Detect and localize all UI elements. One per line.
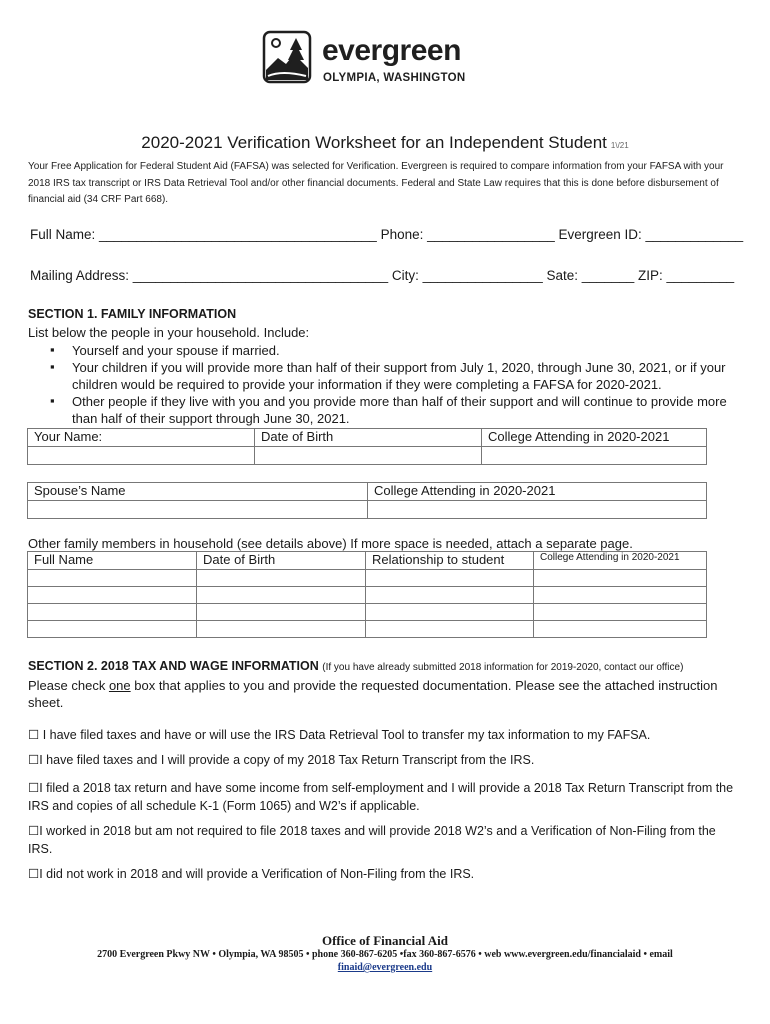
section2-instructions [28, 677, 728, 711]
table-cell[interactable] [28, 621, 197, 638]
option-non-filer-worked [28, 822, 738, 858]
other-members-intro: Other family members in household (see details above) If more space is needed, attach a separate page. [28, 536, 633, 551]
checkbox[interactable]: ☐ [28, 781, 40, 795]
intro-paragraph: Your Free Application for Federal Student Aid (FAFSA) was selected for Verification. Evergreen is required to compare information from your FAFSA with your 2018 IRS tax transcript or IRS Data Retrieval Tool and/or other financial documents. Federal and State Law requires that this is done before disbursement of financial aid (34 CRF Part 668). [28, 161, 724, 205]
table-cell[interactable] [28, 604, 197, 621]
spouse-college-cell[interactable] [368, 501, 707, 519]
checkbox[interactable]: ☐ [28, 824, 40, 838]
household-members-table [27, 551, 707, 638]
name-phone-id-line[interactable]: Full Name: _____________________________________ Phone: _________________ Evergreen ID: _____________ [30, 227, 744, 242]
option-text: I filed a 2018 tax return and have some income from self-employment and I will provide a 2018 Tax Return Transcript from the IRS and copies of all schedule K-1 (Form 1065) and W2’s if applicable. [28, 781, 734, 813]
option-self-employment [28, 779, 738, 815]
title-text: 2020-2021 Verification Worksheet for an Independent Student [141, 133, 607, 152]
bullet-item: Other people if they live with you and you provide more than half of their support and will continue to provide more than half of their support through June 30, 2021. [72, 394, 727, 426]
table-cell[interactable] [28, 587, 197, 604]
checkbox[interactable]: ☐ [28, 867, 40, 881]
section2-title: SECTION 2. 2018 TAX AND WAGE INFORMATION [28, 659, 319, 673]
table-cell[interactable] [366, 570, 534, 587]
bullet-item: Your children if you will provide more than half of their support from July 1, 2020, through June 30, 2021, or if your children would be required to provide your information if they were completing a FAFSA for 2020-2021. [72, 360, 726, 392]
logo-name: evergreen [322, 34, 461, 67]
table-header: Spouse’s Name [28, 483, 368, 501]
table-header: Your Name: [28, 429, 255, 447]
bullet-mark: ▪ [50, 342, 55, 357]
table-header: Full Name [28, 552, 197, 570]
bullet-item: Yourself and your spouse if married. [72, 343, 280, 358]
version-tag: 1\/21 [610, 141, 629, 150]
table-cell[interactable] [197, 570, 366, 587]
section1-title: SECTION 1. FAMILY INFORMATION [28, 307, 237, 321]
your-name-cell[interactable] [28, 447, 255, 465]
address-line[interactable]: Mailing Address: __________________________________ City: ________________ Sate: _______ ZIP: _________ [30, 268, 735, 283]
section1-heading [28, 307, 236, 321]
page-title [0, 133, 770, 153]
option-text: I did not work in 2018 and will provide a Verification of Non-Filing from the IRS. [39, 867, 475, 881]
section2-heading [28, 659, 748, 673]
table-cell[interactable] [534, 604, 707, 621]
instr-post: box that applies to you and provide the requested documentation. Please see the attached instruction sheet. [28, 678, 718, 710]
option-drt [28, 726, 738, 744]
option-did-not-work [28, 865, 738, 883]
checkbox[interactable]: ☐ [28, 728, 40, 742]
table-cell[interactable] [28, 570, 197, 587]
your-dob-cell[interactable] [255, 447, 482, 465]
table-cell[interactable] [366, 587, 534, 604]
spouse-name-cell[interactable] [28, 501, 368, 519]
option-text: I have filed taxes and I will provide a copy of my 2018 Tax Return Transcript from the IRS. [39, 753, 535, 767]
option-transcript [28, 751, 738, 769]
tree-mountain-icon [262, 30, 312, 84]
spouse-info-table [27, 482, 707, 519]
table-header: College Attending in 2020-2021 [482, 429, 707, 447]
table-row [28, 570, 707, 587]
table-cell[interactable] [534, 587, 707, 604]
checkbox[interactable]: ☐ [28, 753, 40, 767]
logo-location: OLYMPIA, WASHINGTON [323, 72, 466, 84]
table-cell[interactable] [534, 570, 707, 587]
your-college-cell[interactable] [482, 447, 707, 465]
table-header: College Attending in 2020-2021 [368, 483, 707, 501]
instr-pre: Please check [28, 678, 109, 693]
table-header: Relationship to student [366, 552, 534, 570]
table-cell[interactable] [197, 604, 366, 621]
footer-address: 2700 Evergreen Pkwy NW • Olympia, WA 98505 • phone 360-867-6205 •fax 360-867-6576 • web www.evergreen.edu/financialaid • email [97, 949, 673, 960]
table-header: Date of Birth [255, 429, 482, 447]
section2-note: (If you have already submitted 2018 information for 2019-2020, contact our office) [322, 662, 684, 673]
footer-email-link[interactable]: finaid@evergreen.edu [337, 962, 433, 973]
table-header: College Attending in 2020-2021 [534, 552, 707, 570]
section1-lead: List below the people in your household. Include: [28, 325, 310, 340]
table-cell[interactable] [366, 604, 534, 621]
footer-office: Office of Financial Aid [321, 933, 449, 948]
evergreen-logo [262, 30, 492, 90]
table-row [28, 587, 707, 604]
table-cell[interactable] [197, 621, 366, 638]
table-cell[interactable] [366, 621, 534, 638]
option-text: I worked in 2018 but am not required to file 2018 taxes and will provide 2018 W2’s and a Verification of Non-Filing from the IRS. [28, 824, 716, 856]
bullet-mark: ▪ [50, 359, 55, 374]
table-cell[interactable] [534, 621, 707, 638]
option-text: I have filed taxes and have or will use the IRS Data Retrieval Tool to transfer my tax information to my FAFSA. [39, 728, 651, 742]
table-header: Date of Birth [197, 552, 366, 570]
table-row [28, 604, 707, 621]
table-cell[interactable] [197, 587, 366, 604]
your-info-table [27, 428, 707, 465]
table-row [28, 621, 707, 638]
bullet-mark: ▪ [50, 393, 55, 408]
instr-one: one [108, 678, 131, 693]
